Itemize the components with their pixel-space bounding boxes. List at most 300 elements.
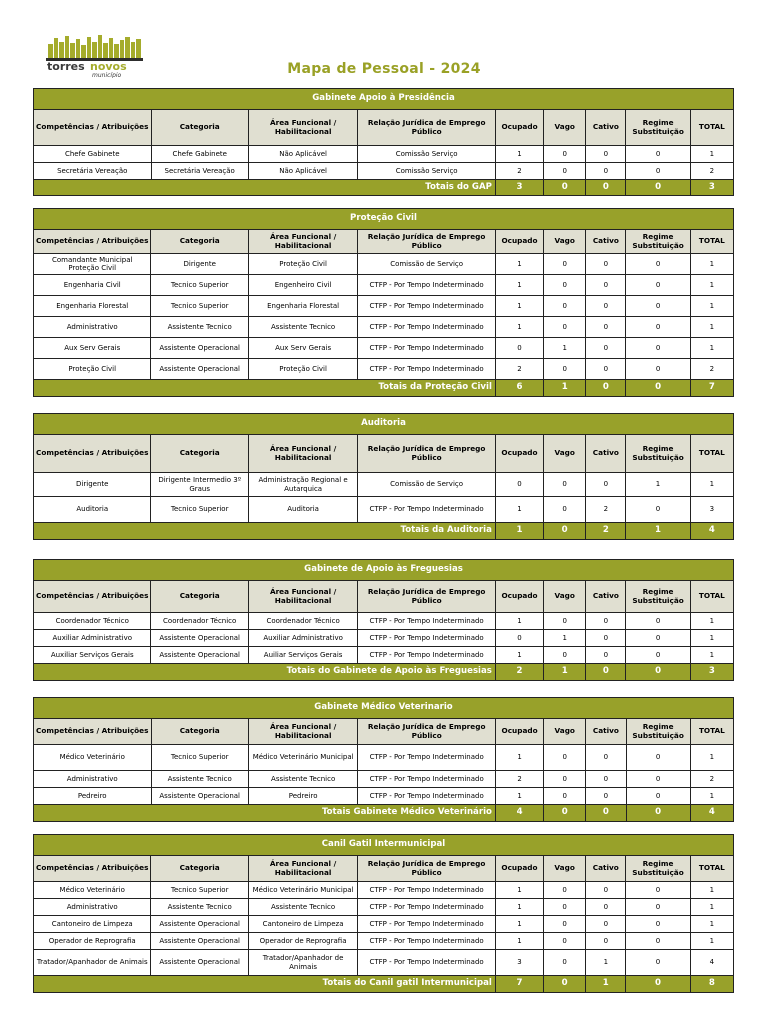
table-cell: Engenharia Civil xyxy=(34,275,151,296)
totals-value: 1 xyxy=(544,664,586,681)
section-title: Gabinete Apoio à Presidência xyxy=(34,89,734,110)
column-header: Área Funcional / Habilitacional xyxy=(248,110,357,146)
table-cell: CTFP - Por Tempo Indeterminado xyxy=(358,771,496,788)
table-cell: Tecnico Superior xyxy=(151,882,248,899)
column-header: Regime Substituição xyxy=(626,435,690,473)
column-header: Cativo xyxy=(586,110,626,146)
table-cell: 0 xyxy=(586,771,626,788)
column-header: Vago xyxy=(544,856,586,882)
totals-value: 6 xyxy=(495,380,543,397)
column-header: TOTAL xyxy=(690,856,733,882)
table-cell: Assistente Operacional xyxy=(151,630,248,647)
svg-text:novos: novos xyxy=(90,60,127,73)
column-header-row xyxy=(34,435,734,473)
table-cell: 0 xyxy=(544,254,586,275)
column-header: Vago xyxy=(544,581,586,613)
totals-value: 0 xyxy=(544,180,586,196)
table-row xyxy=(34,950,734,976)
table-cell: Auditoria xyxy=(248,497,357,523)
table-cell: 2 xyxy=(690,359,733,380)
totals-value: 0 xyxy=(544,805,586,822)
table-cell: 0 xyxy=(626,497,690,523)
table-cell: 1 xyxy=(690,788,733,805)
section-title: Auditoria xyxy=(34,414,734,435)
column-header: Regime Substituição xyxy=(626,719,690,745)
column-header: TOTAL xyxy=(690,581,733,613)
table-cell: 0 xyxy=(544,771,586,788)
table-row xyxy=(34,473,734,497)
column-header: Área Funcional / Habilitacional xyxy=(248,435,357,473)
table-cell: 1 xyxy=(495,497,543,523)
section-title-row xyxy=(34,414,734,435)
table-cell: 0 xyxy=(544,916,586,933)
table-cell: Comissão Serviço xyxy=(358,163,496,180)
table-cell: Engenharia Florestal xyxy=(248,296,357,317)
totals-value: 8 xyxy=(690,976,733,993)
table-cell: 1 xyxy=(586,950,626,976)
table-cell: CTFP - Por Tempo Indeterminado xyxy=(358,933,496,950)
table-cell: 0 xyxy=(586,882,626,899)
table-cell: 0 xyxy=(586,613,626,630)
table-cell: CTFP - Por Tempo Indeterminado xyxy=(358,630,496,647)
table-cell: 0 xyxy=(626,275,690,296)
table-row xyxy=(34,647,734,664)
table-cell: Auxiliar Administrativo xyxy=(34,630,151,647)
table-cell: 0 xyxy=(626,933,690,950)
table-cell: 0 xyxy=(586,359,626,380)
table-cell: 1 xyxy=(690,317,733,338)
table-cell: Assistente Tecnico xyxy=(151,899,248,916)
table-row xyxy=(34,882,734,899)
totals-label: Totais Gabinete Médico Veterinário xyxy=(34,805,496,822)
column-header: Cativo xyxy=(586,435,626,473)
column-header: Cativo xyxy=(586,856,626,882)
column-header-row xyxy=(34,110,734,146)
table-cell: 0 xyxy=(626,950,690,976)
table-cell: Assistente Operacional xyxy=(151,916,248,933)
table-cell: CTFP - Por Tempo Indeterminado xyxy=(358,647,496,664)
table-cell: 1 xyxy=(690,254,733,275)
totals-row xyxy=(34,523,734,540)
table-cell: 1 xyxy=(690,146,733,163)
table-cell: 4 xyxy=(690,950,733,976)
table-cell: 0 xyxy=(544,296,586,317)
table-row xyxy=(34,163,734,180)
document-title: Mapa de Pessoal - 2024 xyxy=(287,61,481,77)
column-header: Competências / Atribuições xyxy=(34,856,151,882)
totals-value: 3 xyxy=(690,664,733,681)
table-cell: 1 xyxy=(690,882,733,899)
table-cell: CTFP - Por Tempo Indeterminado xyxy=(358,788,496,805)
table-cell: 0 xyxy=(626,338,690,359)
column-header: Relação Jurídica de Emprego Público xyxy=(358,719,496,745)
table-cell: 0 xyxy=(544,950,586,976)
totals-label: Totais da Auditoria xyxy=(34,523,496,540)
column-header: Categoria xyxy=(151,230,248,254)
table-cell: CTFP - Por Tempo Indeterminado xyxy=(358,338,496,359)
column-header: Área Funcional / Habilitacional xyxy=(248,719,357,745)
section-title-row xyxy=(34,698,734,719)
column-header: Área Funcional / Habilitacional xyxy=(248,581,357,613)
table-cell: 0 xyxy=(626,613,690,630)
table-cell: Assistente Operacional xyxy=(151,647,248,664)
table-cell: 0 xyxy=(586,630,626,647)
table-cell: 1 xyxy=(495,146,543,163)
totals-value: 7 xyxy=(495,976,543,993)
table-cell: Auxiliar Administrativo xyxy=(248,630,357,647)
section-title-row xyxy=(34,209,734,230)
table-cell: 0 xyxy=(544,933,586,950)
svg-text:município: município xyxy=(92,72,122,78)
table-cell: 0 xyxy=(626,630,690,647)
column-header: Competências / Atribuições xyxy=(34,581,151,613)
totals-value: 0 xyxy=(626,976,690,993)
section-title: Gabinete Médico Veterinario xyxy=(34,698,734,719)
section-title: Gabinete de Apoio às Freguesias xyxy=(34,560,734,581)
column-header: TOTAL xyxy=(690,230,733,254)
table-cell: Dirigente xyxy=(34,473,151,497)
column-header: Área Funcional / Habilitacional xyxy=(248,856,357,882)
totals-value: 0 xyxy=(544,976,586,993)
table-cell: 0 xyxy=(586,745,626,771)
table-row xyxy=(34,899,734,916)
table-cell: Assistente Tecnico xyxy=(248,771,357,788)
table-cell: 1 xyxy=(690,630,733,647)
table-cell: 0 xyxy=(586,317,626,338)
table-cell: 1 xyxy=(690,647,733,664)
table-cell: Comissão Serviço xyxy=(358,146,496,163)
table-cell: CTFP - Por Tempo Indeterminado xyxy=(358,899,496,916)
totals-value: 4 xyxy=(690,523,733,540)
table-cell: 0 xyxy=(586,254,626,275)
totals-value: 1 xyxy=(586,976,626,993)
totals-value: 2 xyxy=(586,523,626,540)
table-row xyxy=(34,359,734,380)
table-cell: 1 xyxy=(495,882,543,899)
table-cell: Médico Veterinário xyxy=(34,745,152,771)
column-header-row xyxy=(34,856,734,882)
totals-value: 0 xyxy=(626,805,690,822)
svg-text:torres: torres xyxy=(47,60,85,73)
table-cell: Assistente Tecnico xyxy=(248,317,357,338)
totals-value: 0 xyxy=(626,664,690,681)
table-cell: Operador de Reprografia xyxy=(34,933,151,950)
column-header: Relação Jurídica de Emprego Público xyxy=(358,856,496,882)
table-cell: Não Aplicável xyxy=(248,146,357,163)
table-cell: 0 xyxy=(586,788,626,805)
table-row xyxy=(34,275,734,296)
table-cell: 1 xyxy=(690,296,733,317)
table-cell: Auxiliar Serviços Gerais xyxy=(34,647,151,664)
section-title-row xyxy=(34,835,734,856)
table-cell: Tecnico Superior xyxy=(151,296,248,317)
table-cell: 0 xyxy=(544,613,586,630)
table-cell: Médico Veterinário xyxy=(34,882,151,899)
column-header: Regime Substituição xyxy=(626,856,690,882)
column-header: Relação Jurídica de Emprego Público xyxy=(358,435,496,473)
table-cell: CTFP - Por Tempo Indeterminado xyxy=(358,950,496,976)
column-header: Categoria xyxy=(151,581,248,613)
table-cell: 1 xyxy=(690,275,733,296)
totals-row xyxy=(34,805,734,822)
totals-value: 2 xyxy=(495,664,543,681)
table-cell: Cantoneiro de Limpeza xyxy=(248,916,357,933)
column-header: Categoria xyxy=(151,435,248,473)
column-header: Ocupado xyxy=(495,230,543,254)
table-cell: 0 xyxy=(495,473,543,497)
table-row xyxy=(34,146,734,163)
totals-value: 4 xyxy=(495,805,543,822)
table-cell: Chefe Gabinete xyxy=(151,146,248,163)
table-cell: 0 xyxy=(626,359,690,380)
table-cell: 0 xyxy=(626,317,690,338)
totals-value: 1 xyxy=(495,523,543,540)
table-cell: CTFP - Por Tempo Indeterminado xyxy=(358,497,496,523)
table-cell: 0 xyxy=(544,146,586,163)
table-cell: 0 xyxy=(544,275,586,296)
totals-value: 0 xyxy=(586,380,626,397)
column-header: Vago xyxy=(544,110,586,146)
table-cell: 0 xyxy=(544,647,586,664)
totals-label: Totais do Canil gatil Intermunicipal xyxy=(34,976,496,993)
totals-row xyxy=(34,664,734,681)
column-header: Regime Substituição xyxy=(626,230,690,254)
column-header: Vago xyxy=(544,719,586,745)
table-cell: 0 xyxy=(544,497,586,523)
table-cell: Médico Veterinário Municipal xyxy=(248,882,357,899)
table-cell: Administrativo xyxy=(34,899,151,916)
table-cell: Engenharia Florestal xyxy=(34,296,151,317)
table-cell: 0 xyxy=(586,275,626,296)
totals-value: 0 xyxy=(586,664,626,681)
table-cell: 0 xyxy=(586,899,626,916)
table-cell: Chefe Gabinete xyxy=(34,146,152,163)
table-cell: 1 xyxy=(495,788,543,805)
table-cell: Auiliar Serviços Gerais xyxy=(248,647,357,664)
table-cell: 2 xyxy=(495,163,543,180)
column-header: Competências / Atribuições xyxy=(34,110,152,146)
totals-value: 3 xyxy=(495,180,543,196)
table-cell: Assistente Tecnico xyxy=(248,899,357,916)
table-cell: 0 xyxy=(626,296,690,317)
totals-value: 7 xyxy=(690,380,733,397)
table-cell: 0 xyxy=(626,771,690,788)
totals-label: Totais do Gabinete de Apoio às Freguesias xyxy=(34,664,496,681)
table-cell: Assistente Operacional xyxy=(151,359,248,380)
section-title-row xyxy=(34,560,734,581)
table-cell: 2 xyxy=(690,771,733,788)
table-cell: Administrativo xyxy=(34,771,152,788)
column-header: Ocupado xyxy=(495,719,543,745)
table-cell: 0 xyxy=(544,163,586,180)
table-cell: 0 xyxy=(544,359,586,380)
table-cell: Coordenador Técnico xyxy=(151,613,248,630)
table-cell: 1 xyxy=(690,899,733,916)
table-cell: 0 xyxy=(544,317,586,338)
column-header: Competências / Atribuições xyxy=(34,230,151,254)
section-table xyxy=(33,208,734,397)
table-row xyxy=(34,254,734,275)
totals-value: 0 xyxy=(586,805,626,822)
table-cell: 0 xyxy=(495,630,543,647)
table-cell: 0 xyxy=(626,745,690,771)
table-cell: Não Aplicável xyxy=(248,163,357,180)
table-cell: Engenheiro Civil xyxy=(248,275,357,296)
column-header: Ocupado xyxy=(495,581,543,613)
table-cell: Dirigente Intermedio 3º Graus xyxy=(151,473,248,497)
section-title-row xyxy=(34,89,734,110)
table-cell: Administração Regional e Autarquica xyxy=(248,473,357,497)
table-row xyxy=(34,916,734,933)
table-cell: 1 xyxy=(690,916,733,933)
table-cell: 2 xyxy=(690,163,733,180)
table-cell: Tecnico Superior xyxy=(151,275,248,296)
table-cell: Assistente Tecnico xyxy=(151,771,248,788)
table-cell: 1 xyxy=(626,473,690,497)
table-cell: 0 xyxy=(544,473,586,497)
column-header: Cativo xyxy=(586,581,626,613)
totals-row xyxy=(34,976,734,993)
table-cell: 0 xyxy=(586,338,626,359)
column-header: TOTAL xyxy=(690,435,733,473)
table-cell: 1 xyxy=(495,916,543,933)
column-header: Competências / Atribuições xyxy=(34,435,151,473)
table-cell: CTFP - Por Tempo Indeterminado xyxy=(358,613,496,630)
section-table xyxy=(33,413,734,540)
column-header: Cativo xyxy=(586,719,626,745)
column-header: Relação Jurídica de Emprego Público xyxy=(358,581,496,613)
table-cell: 1 xyxy=(690,473,733,497)
table-cell: 0 xyxy=(626,146,690,163)
table-cell: 1 xyxy=(495,647,543,664)
table-cell: 1 xyxy=(495,613,543,630)
table-cell: CTFP - Por Tempo Indeterminado xyxy=(358,916,496,933)
section-table xyxy=(33,834,734,993)
section-title: Canil Gatil Intermunicipal xyxy=(34,835,734,856)
table-cell: Cantoneiro de Limpeza xyxy=(34,916,151,933)
table-row xyxy=(34,338,734,359)
column-header: Vago xyxy=(544,230,586,254)
table-row xyxy=(34,613,734,630)
table-cell: 1 xyxy=(495,745,543,771)
table-cell: 1 xyxy=(690,933,733,950)
table-cell: CTFP - Por Tempo Indeterminado xyxy=(358,882,496,899)
table-cell: 1 xyxy=(690,338,733,359)
totals-value: 0 xyxy=(544,523,586,540)
table-cell: Assistente Operacional xyxy=(151,933,248,950)
column-header-row xyxy=(34,719,734,745)
table-cell: 0 xyxy=(586,146,626,163)
table-cell: Assistente Operacional xyxy=(151,788,248,805)
totals-row xyxy=(34,180,734,196)
table-cell: 0 xyxy=(626,254,690,275)
table-cell: CTFP - Por Tempo Indeterminado xyxy=(358,317,496,338)
table-cell: Dirigente xyxy=(151,254,248,275)
table-cell: Assistente Tecnico xyxy=(151,317,248,338)
column-header: Vago xyxy=(544,435,586,473)
table-cell: 2 xyxy=(586,497,626,523)
table-row xyxy=(34,497,734,523)
table-cell: 0 xyxy=(626,163,690,180)
column-header: Competências / Atribuições xyxy=(34,719,152,745)
table-cell: 0 xyxy=(586,473,626,497)
table-cell: Proteção Civil xyxy=(248,254,357,275)
table-row xyxy=(34,788,734,805)
column-header: Ocupado xyxy=(495,435,543,473)
table-row xyxy=(34,745,734,771)
table-cell: 1 xyxy=(495,317,543,338)
column-header: Categoria xyxy=(151,110,248,146)
table-cell: 1 xyxy=(495,296,543,317)
table-cell: Proteção Civil xyxy=(248,359,357,380)
table-row xyxy=(34,630,734,647)
column-header: Cativo xyxy=(586,230,626,254)
table-cell: 0 xyxy=(495,338,543,359)
table-cell: Pedreiro xyxy=(34,788,152,805)
table-cell: Assistente Operacional xyxy=(151,338,248,359)
table-cell: 1 xyxy=(495,933,543,950)
table-cell: 0 xyxy=(626,647,690,664)
section-title: Proteção Civil xyxy=(34,209,734,230)
column-header-row xyxy=(34,230,734,254)
table-cell: Coordenador Técnico xyxy=(34,613,151,630)
table-cell: 3 xyxy=(495,950,543,976)
table-cell: Comissão de Serviço xyxy=(358,254,496,275)
table-cell: 1 xyxy=(544,630,586,647)
table-cell: Tratador/Apanhador de Animais xyxy=(34,950,151,976)
totals-value: 1 xyxy=(626,523,690,540)
table-cell: 0 xyxy=(586,163,626,180)
table-row xyxy=(34,933,734,950)
table-row xyxy=(34,771,734,788)
table-cell: Administrativo xyxy=(34,317,151,338)
table-cell: Tecnico Superior xyxy=(151,745,248,771)
table-cell: 3 xyxy=(690,497,733,523)
table-cell: 1 xyxy=(544,338,586,359)
table-cell: 1 xyxy=(690,745,733,771)
column-header: Relação Jurídica de Emprego Público xyxy=(358,110,496,146)
table-cell: Coordenador Técnico xyxy=(248,613,357,630)
table-cell: CTFP - Por Tempo Indeterminado xyxy=(358,275,496,296)
section-table xyxy=(33,697,734,822)
table-cell: 1 xyxy=(690,613,733,630)
totals-label: Totais da Proteção Civil xyxy=(34,380,496,397)
totals-label: Totais do GAP xyxy=(34,180,496,196)
column-header: TOTAL xyxy=(690,110,733,146)
table-cell: Operador de Reprografia xyxy=(248,933,357,950)
totals-value: 0 xyxy=(626,180,690,196)
totals-row xyxy=(34,380,734,397)
table-cell: 0 xyxy=(626,916,690,933)
table-cell: Auditoria xyxy=(34,497,151,523)
table-row xyxy=(34,317,734,338)
table-cell: CTFP - Por Tempo Indeterminado xyxy=(358,296,496,317)
table-cell: Médico Veterinário Municipal xyxy=(248,745,357,771)
column-header: TOTAL xyxy=(690,719,733,745)
column-header: Categoria xyxy=(151,856,248,882)
table-cell: Comandante Municipal Proteção Civil xyxy=(34,254,151,275)
table-cell: 0 xyxy=(586,296,626,317)
table-cell: Assistente Operacional xyxy=(151,950,248,976)
column-header: Categoria xyxy=(151,719,248,745)
column-header: Ocupado xyxy=(495,110,543,146)
table-cell: 0 xyxy=(626,788,690,805)
totals-value: 4 xyxy=(690,805,733,822)
totals-value: 1 xyxy=(544,380,586,397)
table-cell: 0 xyxy=(586,933,626,950)
table-cell: Tecnico Superior xyxy=(151,497,248,523)
section-table xyxy=(33,559,734,681)
